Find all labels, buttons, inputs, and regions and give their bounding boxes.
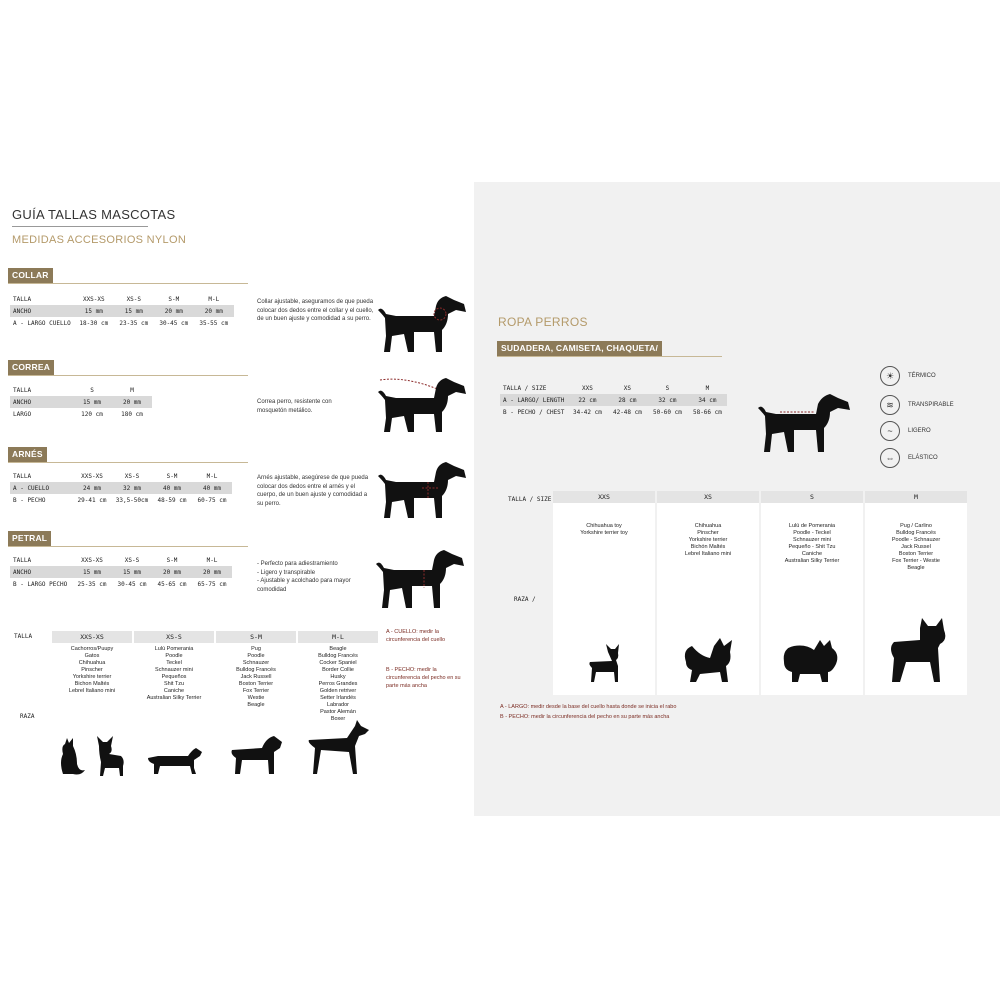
table-cell: ANCHO bbox=[10, 396, 72, 408]
breed-name: Jack Russel bbox=[901, 544, 931, 550]
table-cell: 33,5-50cm bbox=[115, 496, 149, 504]
table-cell: XS-S bbox=[124, 556, 140, 564]
correa-description: Correa perro, resistente con mosquetón metálico. bbox=[257, 399, 332, 414]
table-row bbox=[500, 406, 727, 418]
breed-name: Bulldog Francés bbox=[318, 653, 358, 659]
breed-name: Schnauzer mini bbox=[155, 667, 193, 673]
ropa-note-pecho: B - PECHO: medir la circunferencia del pecho en su parte más ancha bbox=[500, 714, 670, 720]
ropa-col-xxs bbox=[553, 491, 655, 695]
collar-tag: COLLAR bbox=[8, 268, 53, 283]
arnes-rule bbox=[8, 462, 248, 463]
table-row bbox=[10, 470, 232, 482]
table-cell: 50-60 cm bbox=[652, 408, 682, 416]
correa-dog-icon bbox=[376, 374, 468, 434]
table-cell: S bbox=[90, 386, 94, 394]
table-cell: M-L bbox=[208, 295, 220, 303]
table-cell: 15 mm bbox=[72, 566, 112, 578]
table-cell: 20 mm bbox=[152, 566, 192, 578]
table-cell: 30-45 cm bbox=[117, 580, 147, 588]
table-cell: 42-48 cm bbox=[612, 408, 642, 416]
breed-name: Poodle - Schnauzer bbox=[891, 537, 941, 543]
col-size: M-L bbox=[298, 631, 378, 643]
breed-col-s-m bbox=[216, 631, 296, 787]
table-cell: 20 mm bbox=[192, 566, 232, 578]
breed-name: Husky bbox=[330, 674, 346, 680]
breed-name: Labrador bbox=[326, 702, 350, 708]
breed-name: Beagle bbox=[329, 646, 347, 652]
col-size: S bbox=[761, 491, 863, 503]
table-cell: XS-S bbox=[124, 472, 140, 480]
breed-name: Yorkshire terrier bbox=[688, 537, 728, 543]
stretch-icon: ⇔ bbox=[880, 448, 900, 468]
table-cell: M-L bbox=[206, 472, 218, 480]
breed-name: Australian Silky Terrier bbox=[784, 558, 840, 564]
breed-name: Chihuahua bbox=[694, 523, 722, 529]
breed-name: Jack Russell bbox=[240, 674, 272, 680]
feature-termico bbox=[880, 366, 936, 386]
breed-name: Poodle bbox=[165, 653, 183, 659]
bulldog-picture bbox=[865, 618, 967, 689]
table-cell: XXS-XS bbox=[81, 556, 103, 564]
table-row bbox=[10, 566, 232, 578]
feature-transpirable bbox=[880, 395, 954, 415]
breed-col-xs-s bbox=[134, 631, 214, 787]
correa-tag: CORREA bbox=[8, 360, 54, 375]
breed-list bbox=[52, 643, 132, 695]
table-cell: B - LARGO PECHO bbox=[13, 580, 68, 588]
col-size: S-M bbox=[216, 631, 296, 643]
table-cell: 29-41 cm bbox=[77, 496, 107, 504]
table-cell: 40 mm bbox=[192, 482, 232, 494]
breed-name: Pequeños bbox=[161, 674, 187, 680]
note-pecho: B - PECHO: medir la circunferencia del pecho en su parte más ancha bbox=[386, 667, 461, 689]
table-cell: TALLA bbox=[13, 295, 32, 303]
collar-description: Collar ajustable, aseguramos de que pueda colocar dos dedos entre el collar y el cuello, de un buen ajuste y comodidad a su perro. bbox=[257, 299, 374, 322]
table-cell: 15 mm bbox=[74, 305, 114, 317]
table-cell: 15 mm bbox=[114, 305, 154, 317]
table-cell: M bbox=[705, 384, 710, 392]
breed-name: Shit Tzu bbox=[163, 681, 185, 687]
table-cell: 58-66 cm bbox=[692, 408, 722, 416]
breed-name: Beagle bbox=[247, 702, 265, 708]
breed-name: Pinscher bbox=[81, 667, 103, 673]
breed-list bbox=[657, 503, 759, 558]
breed-col-m-l bbox=[298, 631, 378, 787]
table-row bbox=[10, 482, 232, 494]
table-row bbox=[500, 382, 727, 394]
breed-name: Schnauzer mini bbox=[793, 537, 831, 543]
table-row bbox=[10, 396, 152, 408]
table-cell: 20 mm bbox=[112, 396, 152, 408]
ropa-rule bbox=[497, 356, 722, 357]
breed-name: Bulldog Francés bbox=[236, 667, 276, 673]
petral-desc-2: - Ligero y transpirable bbox=[257, 569, 316, 576]
breed-name: Cocker Spaniel bbox=[319, 660, 357, 666]
breed-name: Schnauzer bbox=[242, 660, 270, 666]
breed-name: Caniche bbox=[801, 551, 823, 557]
breed-list bbox=[865, 503, 967, 572]
breed-name: Gatos bbox=[84, 653, 100, 659]
ropa-tag: SUDADERA, CAMISETA, CHAQUETA/ bbox=[497, 341, 662, 356]
table-cell: 15 mm bbox=[112, 566, 152, 578]
table-cell: S-M bbox=[166, 556, 178, 564]
feature-label: TRANSPIRABLE bbox=[908, 402, 954, 408]
ropa-col-s bbox=[761, 491, 863, 695]
page-title: GUÍA TALLAS MASCOTAS bbox=[12, 207, 176, 222]
left-raza-label: RAZA bbox=[20, 713, 35, 720]
breed-name: Lulú Pomerania bbox=[154, 646, 194, 652]
right-raza-label: RAZA / bbox=[514, 596, 536, 603]
col-size: XXS bbox=[553, 491, 655, 503]
feature-ligero bbox=[880, 421, 931, 441]
breed-name: Caniche bbox=[163, 688, 185, 694]
breed-name: Pug / Carlino bbox=[900, 523, 932, 529]
table-cell: B - PECHO / CHEST bbox=[503, 408, 565, 416]
table-cell: TALLA bbox=[13, 386, 32, 394]
table-cell: S-M bbox=[166, 472, 178, 480]
table-cell: 18-30 cm bbox=[79, 319, 109, 327]
breed-list bbox=[553, 503, 655, 537]
breed-name: Boxer bbox=[330, 716, 346, 722]
breed-name: Pequeño - Shit Tzu bbox=[788, 544, 836, 550]
arnes-dog-icon bbox=[376, 458, 468, 520]
table-cell: XS-S bbox=[126, 295, 142, 303]
table-row bbox=[10, 305, 234, 317]
breed-name: Boston Terrier bbox=[898, 551, 934, 557]
breed-name: Westie bbox=[247, 695, 265, 701]
breed-name: Perros Grandes bbox=[318, 681, 358, 687]
table-cell: M-L bbox=[206, 556, 218, 564]
ropa-col-m bbox=[865, 491, 967, 695]
cat-chihuahua-picture bbox=[52, 732, 132, 781]
breed-name: Bichón Maltés bbox=[690, 544, 726, 550]
table-cell: 30-45 cm bbox=[159, 319, 189, 327]
ropa-table bbox=[500, 382, 727, 418]
ropa-title: ROPA PERROS bbox=[498, 315, 588, 329]
table-row bbox=[10, 317, 234, 329]
table-cell: LARGO bbox=[13, 410, 32, 418]
table-row bbox=[10, 554, 232, 566]
petral-table bbox=[10, 554, 232, 590]
breed-list bbox=[761, 503, 863, 565]
table-cell: ANCHO bbox=[10, 305, 74, 317]
breed-name: Fox Terrier bbox=[242, 688, 270, 694]
breed-name: Beagle bbox=[907, 565, 925, 571]
breed-name: Bichon Maltés bbox=[74, 681, 110, 687]
table-cell: XXS bbox=[582, 384, 593, 392]
breed-name: Golden retriver bbox=[319, 688, 357, 694]
table-cell: M bbox=[130, 386, 134, 394]
breed-name: Border Collie bbox=[322, 667, 354, 673]
table-cell: 23-35 cm bbox=[119, 319, 149, 327]
table-cell: A - LARGO/ LENGTH bbox=[500, 394, 567, 406]
table-cell: A - CUELLO bbox=[10, 482, 72, 494]
petral-desc-3: - Ajustable y acolchado para mayor comodidad bbox=[257, 578, 351, 593]
schnauzer-picture bbox=[216, 732, 296, 781]
breed-name: Poodle bbox=[247, 653, 265, 659]
table-cell: XS bbox=[623, 384, 632, 392]
feature-label: LIGERO bbox=[908, 428, 931, 434]
breed-name: Teckel bbox=[166, 660, 182, 666]
table-cell: 32 cm bbox=[647, 394, 687, 406]
correa-rule bbox=[8, 375, 248, 376]
table-cell: 24 mm bbox=[72, 482, 112, 494]
table-cell: ANCHO bbox=[10, 566, 72, 578]
table-cell: 32 mm bbox=[112, 482, 152, 494]
correa-table bbox=[10, 384, 152, 420]
table-cell: 180 cm bbox=[121, 410, 143, 418]
col-size: XXS-XS bbox=[52, 631, 132, 643]
arnes-table bbox=[10, 470, 232, 506]
breed-list bbox=[134, 643, 214, 702]
breed-list bbox=[298, 643, 378, 723]
table-cell: TALLA bbox=[13, 472, 32, 480]
table-row bbox=[10, 494, 232, 506]
petral-tag: PETRAL bbox=[8, 531, 51, 546]
table-cell: 35-55 cm bbox=[199, 319, 229, 327]
breed-name: Setter Irlandés bbox=[320, 695, 356, 701]
breathable-icon: ≋ bbox=[880, 395, 900, 415]
table-cell: 65-75 cm bbox=[197, 580, 227, 588]
dachshund-picture bbox=[134, 744, 214, 781]
table-row bbox=[500, 394, 727, 406]
page-subtitle: MEDIDAS ACCESORIOS NYLON bbox=[12, 234, 187, 246]
breed-name: Bulldog Francés bbox=[896, 530, 936, 536]
table-cell: 20 mm bbox=[194, 305, 234, 317]
breed-name: Pug bbox=[251, 646, 261, 652]
petral-rule bbox=[8, 546, 248, 547]
breed-name: Pastor Alemán bbox=[320, 709, 356, 715]
breed-name: Pinscher bbox=[697, 530, 719, 536]
table-cell: 20 mm bbox=[154, 305, 194, 317]
table-cell: 45-65 cm bbox=[157, 580, 187, 588]
petral-dog-icon bbox=[374, 546, 466, 610]
arnes-description: Arnés ajustable, asegúrese de que pueda colocar dos dedos entre el arnés y el cuerpo, de un buen ajuste y comodidad a su perro. bbox=[257, 475, 369, 507]
right-talla-label: TALLA / SIZE bbox=[508, 496, 552, 503]
feature-label: ELÁSTICO bbox=[908, 455, 938, 461]
breed-name: Yorkshire terrier toy bbox=[580, 530, 628, 536]
table-cell: 15 mm bbox=[72, 396, 112, 408]
table-cell: 48-59 cm bbox=[157, 496, 187, 504]
table-cell: 28 cm bbox=[607, 394, 647, 406]
table-cell: TALLA bbox=[13, 556, 32, 564]
pomeranian-picture bbox=[761, 636, 863, 689]
table-cell: 120 cm bbox=[81, 410, 103, 418]
table-cell: TALLA / SIZE bbox=[503, 384, 547, 392]
table-cell: XXS-XS bbox=[81, 472, 103, 480]
table-cell: S-M bbox=[168, 295, 180, 303]
breed-col-xxs-xs bbox=[52, 631, 132, 787]
table-cell: 25-35 cm bbox=[77, 580, 107, 588]
breed-list bbox=[216, 643, 296, 709]
ropa-dog-icon bbox=[756, 388, 854, 454]
breed-name: Chihuahua toy bbox=[586, 523, 622, 529]
left-breed-grid bbox=[52, 631, 380, 787]
collar-dog-icon bbox=[376, 292, 468, 354]
breed-name: Poodle - Teckel bbox=[793, 530, 831, 536]
breed-name: Boston Terrier bbox=[238, 681, 274, 687]
thermometer-icon: ☀ bbox=[880, 366, 900, 386]
left-talla-label: TALLA bbox=[14, 633, 33, 640]
breed-name: Yorkshire terrier bbox=[72, 674, 112, 680]
col-size: XS bbox=[657, 491, 759, 503]
collar-rule bbox=[8, 283, 248, 284]
table-cell: 34-42 cm bbox=[572, 408, 602, 416]
ropa-note-largo: A - LARGO: medir desde la base del cuello hasta donde se inicia el rabo bbox=[500, 704, 677, 710]
collar-table bbox=[10, 293, 234, 329]
note-cuello: A - CUELLO: medir la circunferencia del cuello bbox=[386, 629, 446, 643]
petral-description bbox=[257, 560, 375, 594]
ropa-col-xs bbox=[657, 491, 759, 695]
table-cell: B - PECHO bbox=[13, 496, 46, 504]
arnes-tag: ARNÉS bbox=[8, 447, 47, 462]
papillon-picture bbox=[657, 636, 759, 689]
breed-name: Lebrel Italiano mini bbox=[684, 551, 732, 557]
table-row bbox=[10, 578, 232, 590]
feather-icon: ~ bbox=[880, 421, 900, 441]
breed-name: Fox Terrier - Westie bbox=[892, 558, 940, 564]
feature-label: TÉRMICO bbox=[908, 373, 936, 379]
table-cell: A - LARGO CUELLO bbox=[13, 319, 71, 327]
breed-name: Cachorros/Puupy bbox=[70, 646, 114, 652]
col-size: XS-S bbox=[134, 631, 214, 643]
table-row bbox=[10, 408, 152, 420]
table-cell: XXS-XS bbox=[82, 295, 105, 303]
table-cell: 40 mm bbox=[152, 482, 192, 494]
feature-elastico bbox=[880, 448, 938, 468]
table-cell: 22 cm bbox=[567, 394, 607, 406]
right-breed-grid bbox=[553, 491, 969, 695]
table-cell: 60-75 cm bbox=[197, 496, 227, 504]
breed-name: Lulú de Pomerania bbox=[788, 523, 836, 529]
petral-desc-1: - Perfecto para adiestramiento bbox=[257, 561, 338, 567]
table-row bbox=[10, 293, 234, 305]
table-cell: 34 cm bbox=[687, 394, 727, 406]
table-cell: S bbox=[665, 384, 670, 392]
breed-name: Chihuahua bbox=[78, 660, 106, 666]
breed-name: Lebrel Italiano mini bbox=[68, 688, 116, 694]
table-row bbox=[10, 384, 152, 396]
doberman-picture bbox=[298, 720, 378, 781]
title-rule bbox=[12, 226, 148, 227]
breed-name: Australian Silky Terrier bbox=[146, 695, 202, 701]
chihuahua-small-picture bbox=[553, 644, 655, 689]
col-size: M bbox=[865, 491, 967, 503]
